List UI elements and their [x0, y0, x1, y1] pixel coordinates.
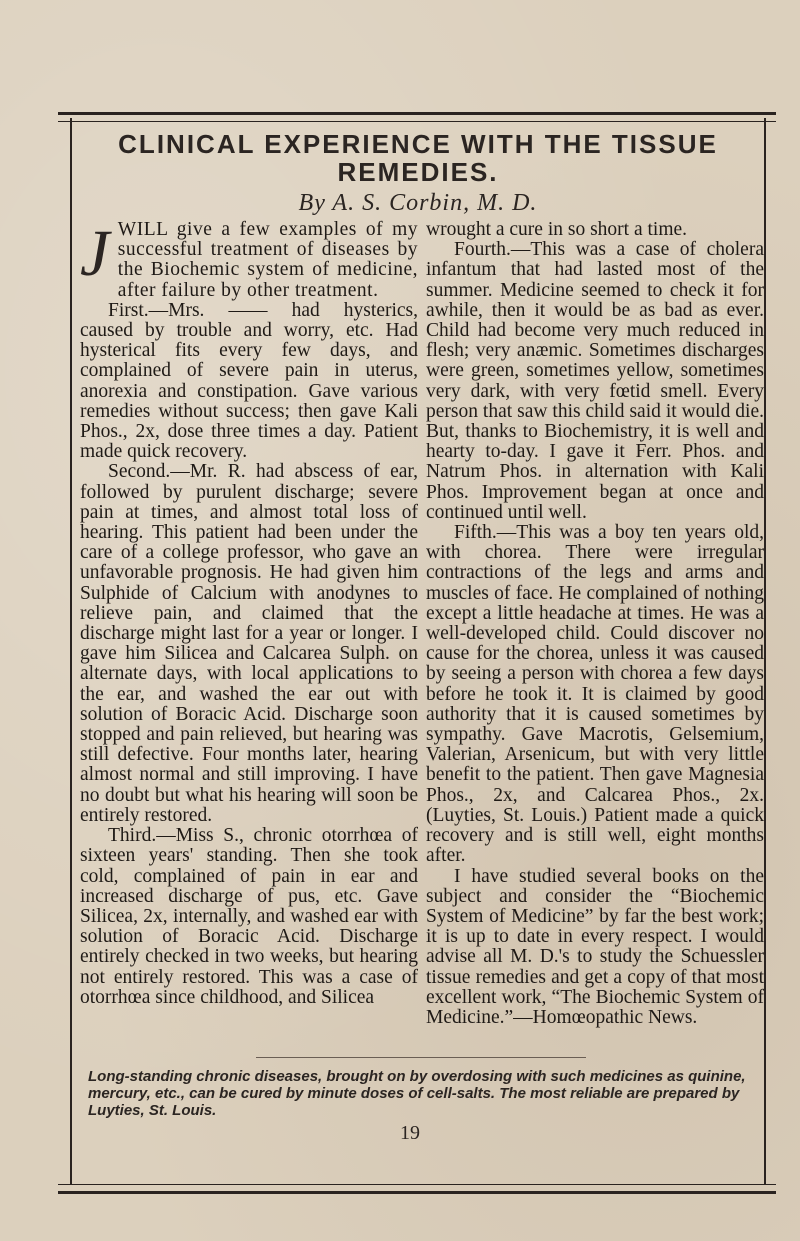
section-divider	[256, 1057, 586, 1058]
paragraph-intro	[80, 217, 418, 301]
paragraph-fifth-case: Fifth.—This was a boy ten years old, with chorea. There were irregular contractions of the legs and arms and muscles of face. He complained of nothing except a little headache at times. He was a well-developed child. Could discover no cause for the chorea, unless it was caused by seeing a person with chorea a few days before he took it. It is claimed by good authority that it is caused sometimes by sympathy. Gave Macrotis, Gelsemium, Valerian, Arsenicum, but with very little benefit to the patient. Then gave Magnesia Phos., 2x, and Calcarea Phos., 2x. (Luyties, St. Louis.) Patient made a quick recovery and is still well, eight months after.	[426, 522, 764, 867]
top-border-rule	[58, 112, 776, 122]
left-column	[80, 217, 418, 1008]
paragraph-continuation: wrought a cure in so short a time.	[426, 219, 688, 240]
left-border-rule	[70, 118, 72, 1184]
paragraph-conclusion: I have studied several books on the subject and consider the “Biochemic System of Medicine” by far the best work; it is up to date in every respect. I would advise all M. D.'s to study the Schuessler tissue remedies and get a copy of that most excellent work, “The Biochemic System of Medicine.”—Homœopathic News.	[426, 865, 764, 1028]
paragraph-second-case: Second.—Mr. R. had abscess of ear, followed by purulent discharge; severe pain at times, and almost total loss of hearing. This patient had been under the care of a college professor, who gave an unfavorable prognosis. He had given him Sulphide of Calcium with anodynes to relieve pain, and claimed that the discharge might last for a year or longer. I gave him Silicea and Calcarea Sulph. on alternate days, with local applications to the ear, and washed the ear out with solution of Boracic Acid. Discharge soon stopped and pain relieved, but hearing was still defective. Four months later, hearing almost normal and still improving. I have no doubt but what his hearing will soon be entirely restored.	[80, 461, 418, 826]
article-byline: By A. S. Corbin, M. D.	[298, 190, 538, 216]
paragraph-first-case: First.—Mrs. —— had hysterics, caused by trouble and worry, etc. Had hysterical fits every few days, and complained of severe pain in uterus, anorexia and constipation. Gave various remedies without success; then gave Kali Phos., 2x, dose three times a day. Patient made quick recovery.	[80, 299, 418, 463]
drop-cap: J	[80, 217, 110, 290]
right-border-rule	[764, 118, 766, 1184]
bottom-border-rule	[58, 1184, 776, 1194]
footer-note: Long-standing chronic diseases, brought on by overdosing with such medicines as quinine, mercury, etc., can be cured by minute doses of cell-salts. The most reliable are prepared by Luyties, St. Louis.	[88, 1068, 746, 1119]
paragraph-third-case: Third.—Miss S., chronic otorrhœa of sixteen years' standing. Then she took cold, complained of pain in ear and increased discharge of pus, etc. Gave Silicea, 2x, internally, and washed ear with solution of Boracic Acid. Discharge entirely checked in two weeks, but hearing not entirely restored. This was a case of otorrhœa since childhood, and Silicea	[80, 825, 418, 1008]
article-title: CLINICAL EXPERIENCE WITH THE TISSUE REMEDIES.	[118, 129, 718, 187]
intro-text: WILL give a few examples of my successful treatment of diseases by the Biochemic system of medicine, after failure by other treatment.	[117, 219, 418, 301]
page-number: 19	[400, 1122, 420, 1144]
paragraph-fourth-case: Fourth.—This was a case of cholera infantum that had lasted most of the summer. Medicine seemed to check it for awhile, then it would be as bad as ever. Child had become very much reduced in flesh; very anæmic. Sometimes discharges were green, sometimes yellow, sometimes very dark, with very fœtid smell. Every person that saw this child said it would die. But, thanks to Biochemistry, it is well and hearty to-day. I gave it Ferr. Phos. and Natrum Phos. in alternation with Kali Phos. Improvement began at once and continued until well.	[426, 239, 764, 523]
right-column	[426, 220, 764, 1028]
